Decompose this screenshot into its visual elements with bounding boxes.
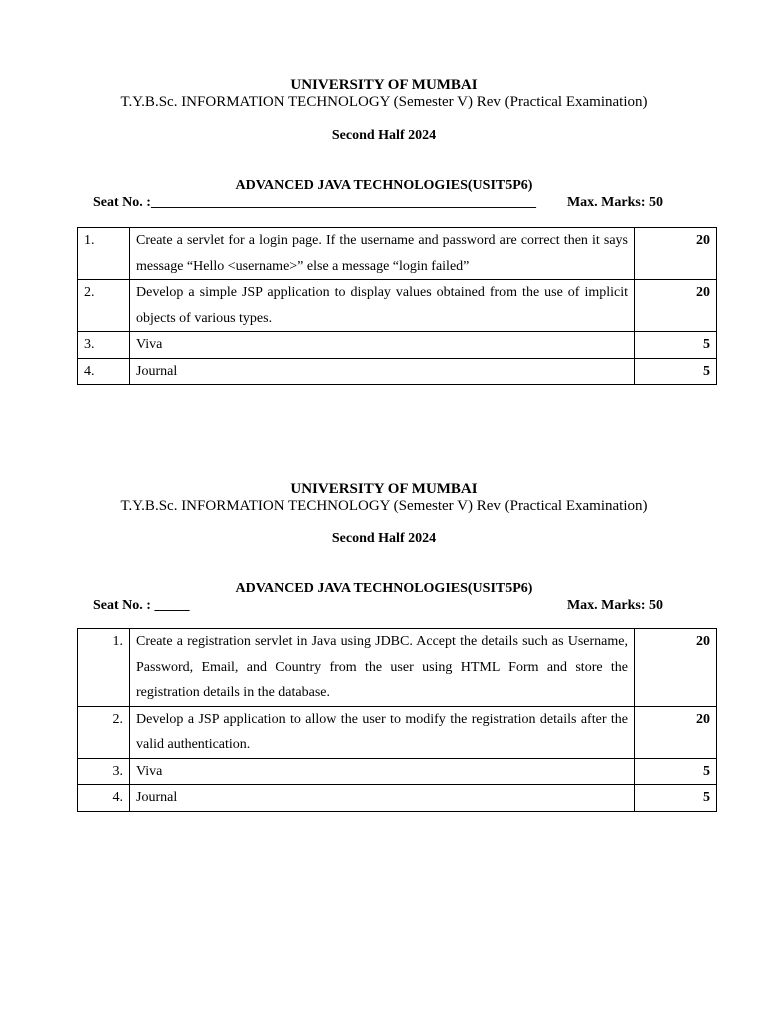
program-title: T.Y.B.Sc. INFORMATION TECHNOLOGY (Semester V) Rev (Practical Examination) [120,94,648,110]
max-marks: Max. Marks: 50 [566,195,663,210]
question-marks: 5 [635,358,717,385]
question-marks: 5 [635,332,717,359]
question-text: Journal [130,785,635,812]
question-number: 2. [78,280,130,332]
question-text: Create a registration servlet in Java using JDBC. Accept the details such as Username, Password, Email, and Country from the user using HTML Form and store the registration details in the database. [130,629,635,707]
seat-line [93,194,663,212]
question-marks: 5 [635,785,717,812]
seat-number-field: Seat No. : _____ [93,598,190,613]
question-text: Viva [130,332,635,359]
question-text: Viva [130,758,635,785]
subject-title: ADVANCED JAVA TECHNOLOGIES(USIT5P6) [235,178,533,193]
university-title: UNIVERSITY OF MUMBAI [290,77,478,93]
questions-table [77,628,717,812]
seat-number-field: Seat No. :_______________________________________________________ [93,195,536,210]
table-row [78,280,717,332]
table-row [78,358,717,385]
table-row [78,228,717,280]
seat-line [93,597,663,615]
question-text: Develop a simple JSP application to display values obtained from the use of implicit objects of various types. [130,280,635,332]
question-number: 4. [78,358,130,385]
question-marks: 20 [635,629,717,707]
question-marks: 20 [635,280,717,332]
question-marks: 5 [635,758,717,785]
table-row [78,629,717,707]
session-title: Second Half 2024 [331,531,437,546]
question-number: 4. [78,785,130,812]
question-number: 3. [78,332,130,359]
table-row [78,785,717,812]
table-row [78,332,717,359]
question-marks: 20 [635,228,717,280]
max-marks: Max. Marks: 50 [566,598,663,613]
question-number: 2. [78,706,130,758]
question-text: Journal [130,358,635,385]
question-text: Create a servlet for a login page. If the username and password are correct then it says message “Hello <username>” else a message “login failed” [130,228,635,280]
questions-table [77,227,717,385]
question-number: 1. [78,629,130,707]
question-number: 3. [78,758,130,785]
table-row [78,706,717,758]
session-title: Second Half 2024 [331,128,437,143]
question-marks: 20 [635,706,717,758]
question-number: 1. [78,228,130,280]
program-title: T.Y.B.Sc. INFORMATION TECHNOLOGY (Semester V) Rev (Practical Examination) [120,498,648,514]
table-row [78,758,717,785]
question-text: Develop a JSP application to allow the user to modify the registration details after the valid authentication. [130,706,635,758]
university-title: UNIVERSITY OF MUMBAI [290,481,478,497]
subject-title: ADVANCED JAVA TECHNOLOGIES(USIT5P6) [235,581,533,596]
